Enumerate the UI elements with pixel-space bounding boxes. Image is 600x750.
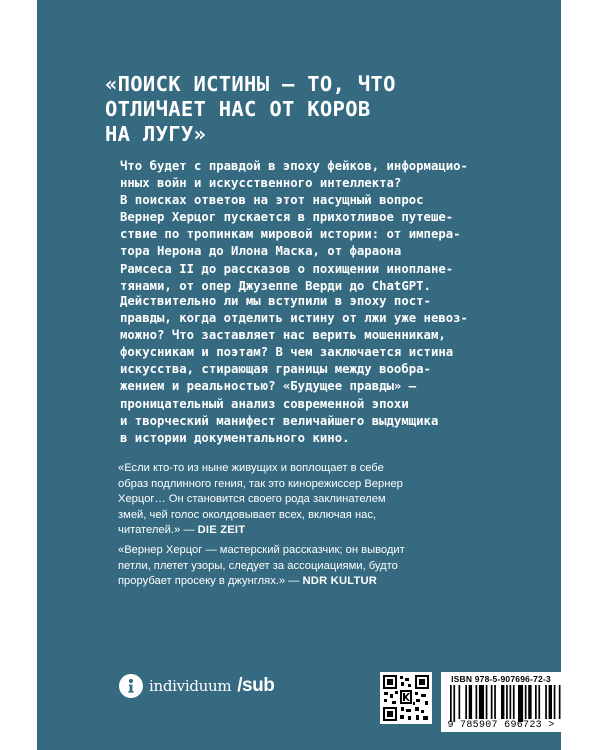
text-line: искусства, стирающая границы между вообра- (120, 362, 431, 377)
barcode-bar (510, 685, 512, 719)
quote-line-end: прорубает просеку в джунглях.» — (118, 575, 303, 587)
quote-last-line (118, 574, 538, 590)
barcode-bar (459, 685, 461, 719)
text-line: тянами, от опер Джузеппе Верди до ChatGPT. (120, 278, 431, 293)
press-quote-die-zeit (118, 461, 538, 539)
text-line: Действительно ли мы вступили в эпоху пост- (120, 294, 431, 308)
text-line: и творческий манифест величайшего выдумщика (120, 413, 439, 428)
description-paragraph-2 (120, 293, 520, 447)
text-line: нных войн и искусственного интеллекта? (120, 176, 402, 191)
barcode-bar (465, 685, 467, 719)
quote-line: «Если кто-то из ныне живущих и воплощает в себе (118, 462, 384, 474)
ean-digits: 9 785907 696723 > (447, 720, 555, 731)
quote-line-end: читателей.» — (118, 524, 198, 536)
barcode-bar (491, 685, 493, 719)
qr-code-icon (380, 672, 432, 724)
barcode-bar (559, 685, 561, 719)
publisher-imprint: /sub (237, 675, 275, 696)
text-line: фокусникам и поэтам? В чем заключается истина (120, 345, 454, 360)
quote-line: Херцог… Он становится своего рода заклинателем (118, 493, 386, 505)
quote-line: петли, плетет узоры, следует за ассоциациями, будто (118, 559, 398, 572)
text-line: тора Нерона до Илона Маска, от фараона (120, 244, 402, 259)
barcode-bar (469, 685, 472, 719)
barcode-bar (518, 685, 523, 722)
barcode-bar (525, 685, 527, 719)
barcode-bar (501, 685, 504, 719)
quote-last-line (118, 523, 538, 539)
text-line: можно? Что заставляет нас верить мошенникам, (120, 328, 446, 343)
quote-source: DIE ZEIT (197, 524, 246, 536)
text-line: правды, когда отделить истину от лжи уже невоз- (120, 311, 468, 326)
text-line: В поисках ответов на этот насущный вопрос (120, 193, 424, 208)
barcode-bar (513, 685, 515, 719)
individuum-logo-icon (119, 674, 143, 698)
barcode-bar (479, 685, 484, 719)
text-line: Вернер Херцог пускается в прихотливое путеше- (120, 210, 454, 225)
barcode-bar (538, 685, 540, 719)
text-line: жением и реальностью? «Будущее правды» — (120, 379, 417, 394)
headline-line: ОТЛИЧАЕТ НАС ОТ КОРОВ (105, 97, 371, 121)
text-line: ствие по тропинкам мировой истории: от импера- (120, 227, 461, 242)
barcode-bar (506, 685, 508, 719)
barcode-bar (545, 685, 547, 719)
isbn-number: ISBN 978-5-907696-72-3 (451, 674, 551, 684)
barcode-bar (549, 685, 552, 719)
isbn-barcode (441, 672, 561, 732)
quote-source: NDR KULTUR (302, 575, 378, 587)
publisher-name: individuum (149, 677, 232, 695)
text-line: проницательный анализ современной эпохи (120, 396, 409, 411)
barcode-bar (476, 685, 478, 719)
barcode-bar (486, 685, 488, 719)
barcode-bar (494, 685, 496, 719)
quote-line: образ подлинного гения, так это кинорежиссер Вернер (118, 477, 403, 490)
text-line: Что будет с правдой в эпоху фейков, информацио- (120, 159, 468, 173)
press-quote-ndr-kultur (118, 543, 538, 590)
barcode-bar (554, 685, 556, 719)
headline-line: НА ЛУГУ» (105, 122, 207, 146)
back-cover (37, 0, 561, 750)
description-paragraph-1 (120, 158, 520, 295)
barcode-bar (453, 685, 455, 722)
headline-line: «ПОИСК ИСТИНЫ — ТО, ЧТО (105, 72, 396, 96)
quote-line: змей, чей голос околдовывает всех, включая нас, (118, 508, 377, 521)
quote-line: «Вернер Херцог — мастерский рассказчик; он выводит (118, 544, 405, 556)
barcode-bar (528, 685, 531, 719)
publisher-logo (119, 673, 274, 699)
barcode-bar (535, 685, 537, 719)
barcode-bar (450, 685, 452, 722)
text-line: в истории документального кино. (120, 430, 350, 445)
text-line: Рамсеса II до рассказов о похищении инопланe- (120, 261, 454, 276)
headline-quote (105, 72, 535, 147)
